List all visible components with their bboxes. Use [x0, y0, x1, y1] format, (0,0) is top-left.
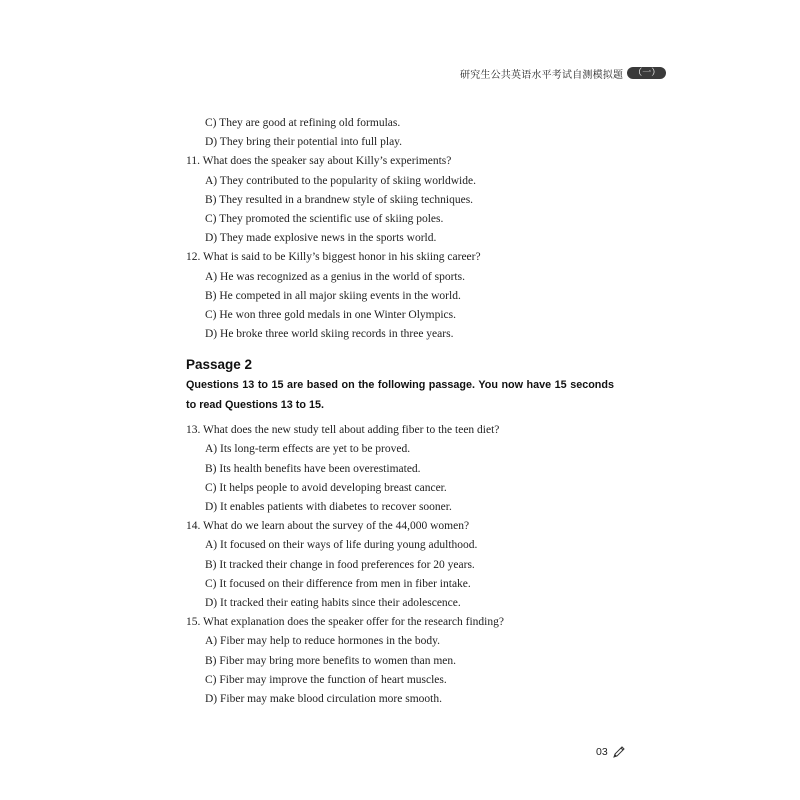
answer-option: A) It focused on their ways of life during young adulthood. [205, 539, 478, 552]
question-stem: 11. What does the speaker say about Killy’s experiments? [186, 155, 452, 168]
pencil-icon [612, 745, 626, 759]
question-stem: 13. What does the new study tell about adding fiber to the teen diet? [186, 424, 500, 437]
answer-option: B) They resulted in a brandnew style of skiing techniques. [205, 193, 474, 206]
running-header [460, 66, 666, 80]
answer-option: C) He won three gold medals in one Winter Olympics. [205, 308, 456, 321]
answer-option: A) They contributed to the popularity of skiing worldwide. [205, 174, 476, 187]
answer-option: D) Fiber may make blood circulation more smooth. [205, 692, 442, 705]
passage-instruction: Questions 13 to 15 are based on the following passage. You now have 15 seconds to read Questions 13 to 15. [186, 379, 614, 411]
answer-option: C) Fiber may improve the function of heart muscles. [205, 673, 447, 686]
question-body [186, 114, 626, 709]
question-list-top [186, 114, 626, 344]
answer-option: D) It enables patients with diabetes to recover sooner. [205, 501, 452, 513]
answer-option: C) They are good at refining old formulas. [205, 117, 401, 129]
question-stem: 12. What is said to be Killy’s biggest honor in his skiing career? [186, 251, 481, 264]
question-list-bottom [186, 421, 626, 709]
answer-option: B) Its health benefits have been overestimated. [205, 462, 421, 475]
answer-option: A) He was recognized as a genius in the world of sports. [205, 270, 465, 283]
question-stem: 14. What do we learn about the survey of the 44,000 women? [186, 520, 470, 533]
answer-option: C) They promoted the scientific use of skiing poles. [205, 212, 444, 225]
answer-option: C) It helps people to avoid developing breast cancer. [205, 481, 447, 494]
answer-option: B) It tracked their change in food preferences for 20 years. [205, 558, 475, 571]
page-number: 03 [596, 746, 608, 758]
answer-option: B) He competed in all major skiing events in the world. [205, 289, 461, 302]
answer-option: C) It focused on their difference from men in fiber intake. [205, 577, 471, 590]
header-tag: （一） [627, 67, 666, 79]
answer-option: A) Its long-term effects are yet to be proved. [205, 443, 411, 456]
page-footer [596, 745, 626, 759]
question-stem: 15. What explanation does the speaker offer for the research finding? [186, 616, 504, 629]
answer-option: D) They made explosive news in the sports world. [205, 232, 437, 245]
answer-option: D) It tracked their eating habits since their adolescence. [205, 596, 461, 609]
answer-option: B) Fiber may bring more benefits to women than men. [205, 654, 457, 667]
header-title: 研究生公共英语水平考试自测模拟题 [460, 69, 624, 81]
answer-option: D) They bring their potential into full play. [205, 136, 403, 149]
passage-title: Passage 2 [186, 357, 253, 373]
answer-option: D) He broke three world skiing records in three years. [205, 328, 454, 341]
answer-option: A) Fiber may help to reduce hormones in the body. [205, 635, 440, 648]
